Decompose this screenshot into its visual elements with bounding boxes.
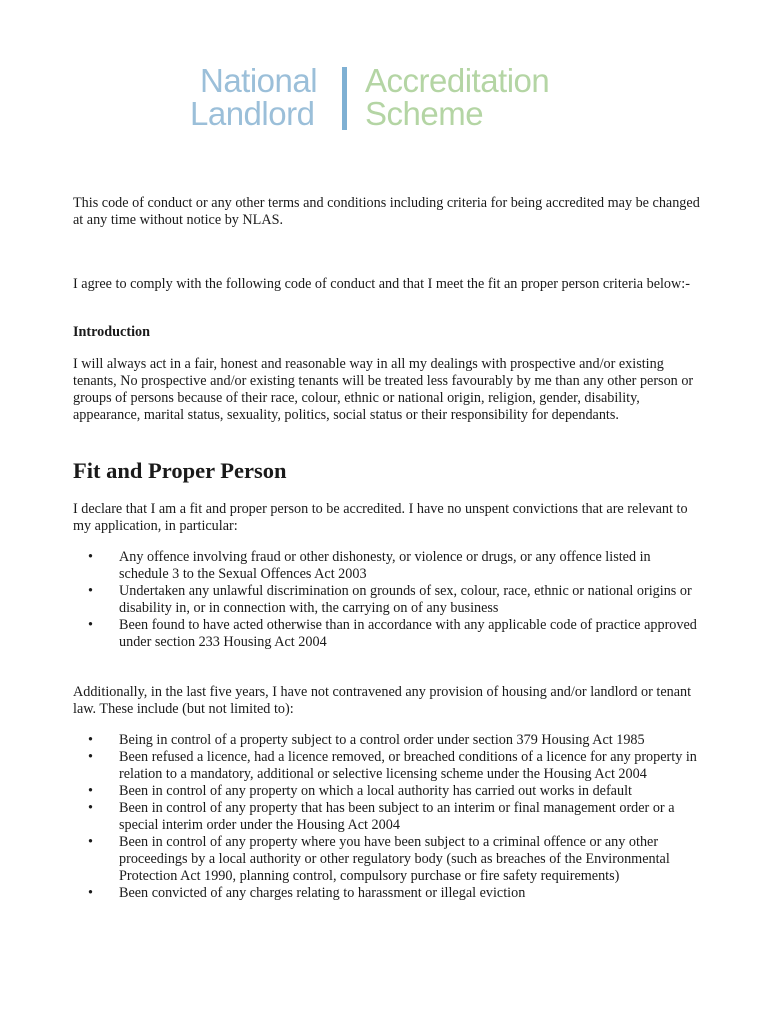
logo-word-scheme: Scheme xyxy=(365,95,484,132)
bullet-icon: • xyxy=(88,800,93,816)
list-item: • Been in control of any property on which a local authority has carried out works in default xyxy=(88,783,632,799)
list-item: • Been in control of any property where you have been subject to a criminal offence or any other proceedings by a local authority or other regulatory body (such as breaches of the Environmental Protection Act 1990, planning control, compulsory purchase or fire safety requirements) xyxy=(88,834,670,884)
additionally-paragraph: Additionally, in the last five years, I have not contravened any provision of housing and/or landlord or tenant law. These include (but not limited to): xyxy=(73,684,692,717)
housing-law-list xyxy=(73,732,703,902)
bullet-icon: • xyxy=(88,834,93,850)
logo-word-landlord: Landlord xyxy=(190,95,315,132)
bullet-icon: • xyxy=(88,885,93,901)
list-item: • Been found to have acted otherwise than in accordance with any applicable code of practice approved under section 233 Housing Act 2004 xyxy=(88,617,697,650)
list-item: • Being in control of a property subject to a control order under section 379 Housing Act 1985 xyxy=(88,732,645,748)
logo-divider-bar xyxy=(342,67,347,130)
bullet-icon: • xyxy=(88,583,93,599)
introduction-paragraph: I will always act in a fair, honest and reasonable way in all my dealings with prospective and/or existing tenants, No prospective and/or existing tenants will be treated less favourably by me than any other person or groups of persons because of their race, colour, ethnic or national origin, religion, gender, disability, appearance, marital status, sexuality, politics, social status or their responsibility for dependants. xyxy=(73,356,694,423)
list-item: • Been convicted of any charges relating to harassment or illegal eviction xyxy=(88,885,526,901)
bullet-icon: • xyxy=(88,783,93,799)
bullet-icon: • xyxy=(88,549,93,565)
bullet-icon: • xyxy=(88,617,93,633)
logo-word-accreditation: Accreditation xyxy=(365,62,550,99)
introduction-heading: Introduction xyxy=(73,324,150,340)
agreement-paragraph: I agree to comply with the following code of conduct and that I meet the fit an proper person criteria below:- xyxy=(73,276,690,292)
list-item: • Been in control of any property that has been subject to an interim or final management order or a special interim order under the Housing Act 2004 xyxy=(88,800,675,833)
fit-and-proper-heading: Fit and Proper Person xyxy=(73,458,287,483)
offences-list xyxy=(73,549,703,651)
list-item: • Any offence involving fraud or other dishonesty, or violence or drugs, or any offence listed in schedule 3 to the Sexual Offences Act 2003 xyxy=(88,549,651,582)
logo-word-national: National xyxy=(200,62,318,99)
bullet-icon: • xyxy=(88,732,93,748)
declaration-paragraph: I declare that I am a fit and proper person to be accredited. I have no unspent convictions that are relevant to my application, in particular: xyxy=(73,501,688,534)
list-item: • Undertaken any unlawful discrimination on grounds of sex, colour, race, ethnic or national origins or disability in, or in connection with, the carrying on of any business xyxy=(88,583,692,616)
bullet-icon: • xyxy=(88,749,93,765)
list-item: • Been refused a licence, had a licence removed, or breached conditions of a licence for any property in relation to a mandatory, additional or selective licensing scheme under the Housing Act 2004 xyxy=(88,749,697,782)
disclaimer-paragraph: This code of conduct or any other terms and conditions including criteria for being accredited may be changed at any time without notice by NLAS. xyxy=(73,195,700,228)
